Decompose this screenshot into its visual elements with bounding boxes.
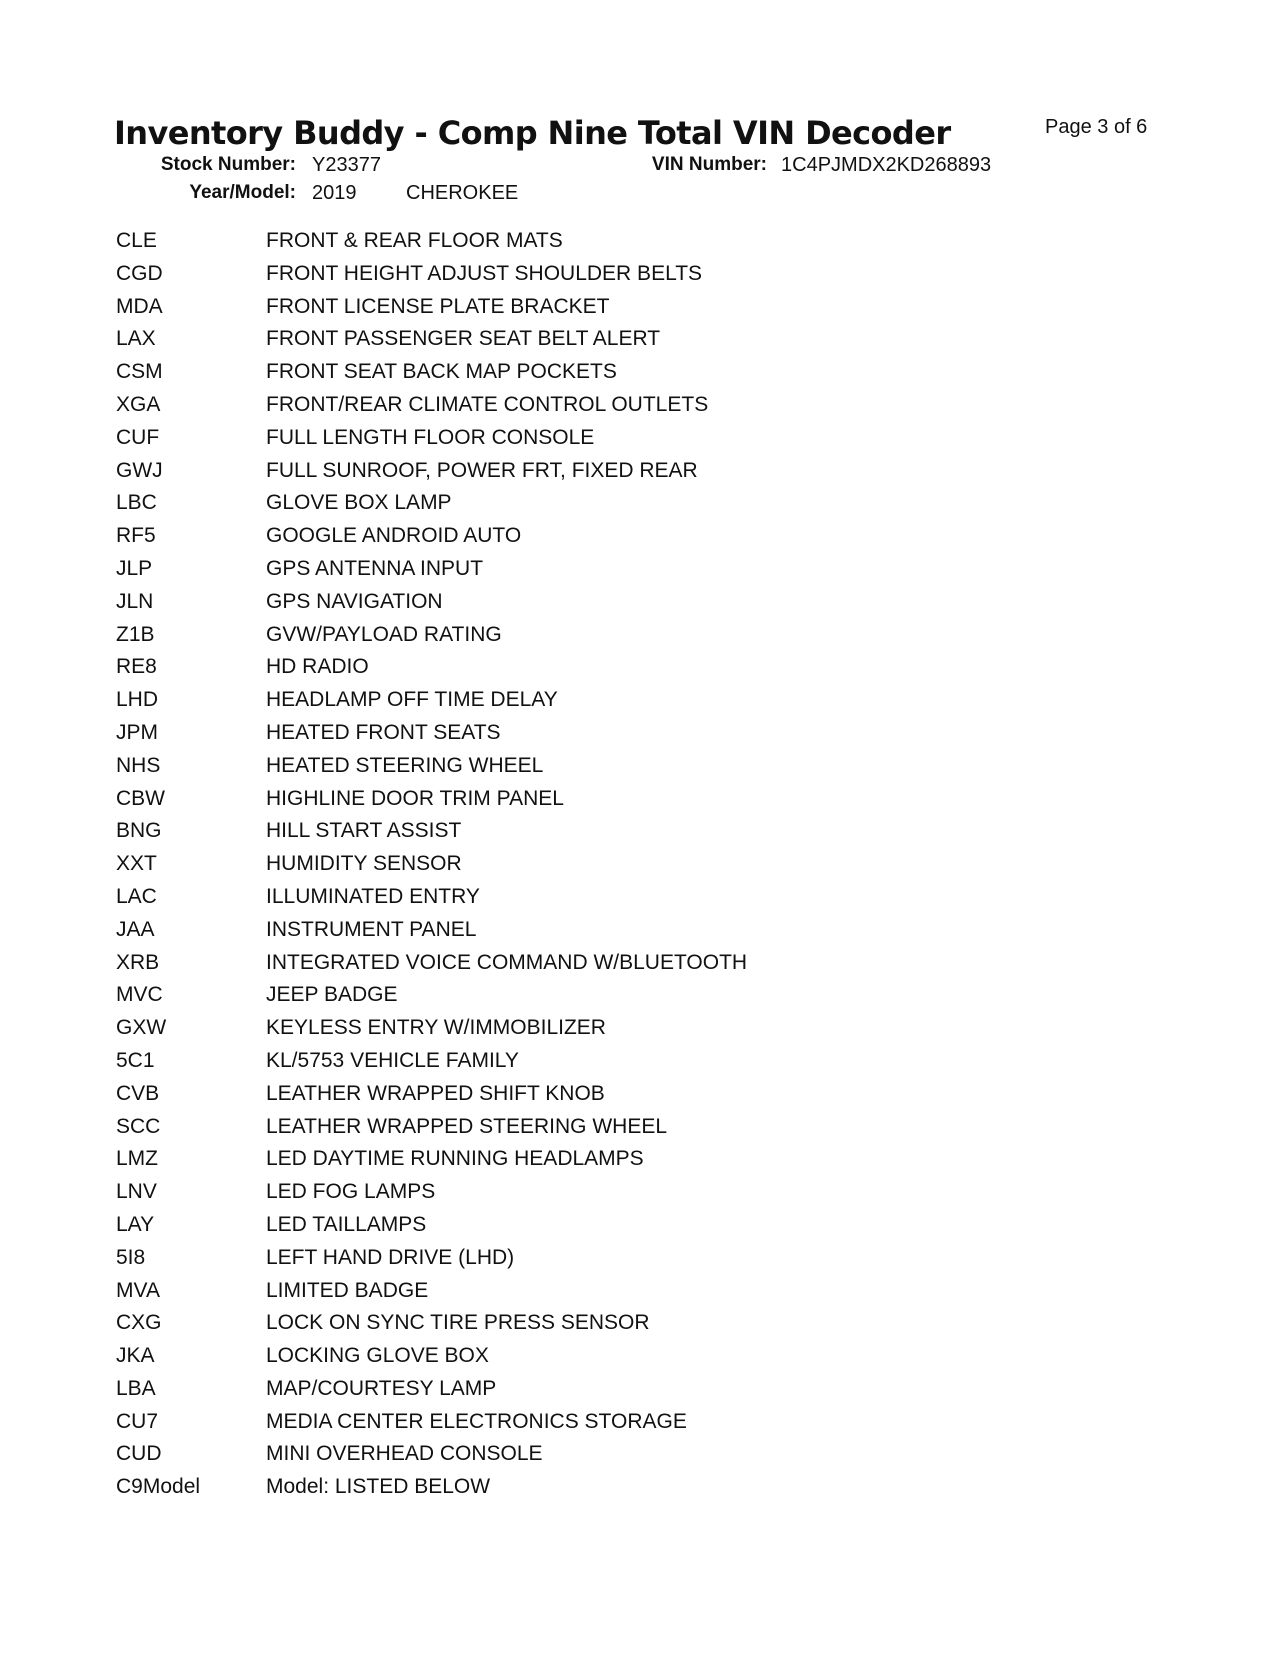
list-item [116,916,1166,949]
option-code: C9Model [116,1475,201,1499]
option-code: CUD [116,1442,162,1466]
option-code: CU7 [116,1409,159,1433]
list-item [116,588,1166,621]
option-description: GPS NAVIGATION [266,589,443,613]
list-item [116,260,1166,293]
option-description: HUMIDITY SENSOR [266,852,462,876]
list-item [116,424,1166,457]
option-code: CBW [116,786,165,810]
option-description: LOCKING GLOVE BOX [266,1344,489,1368]
stock-number-label: Stock Number: [160,154,296,175]
vin-number-value: 1C4PJMDX2KD268893 [781,154,992,176]
option-description: Model: LISTED BELOW [266,1475,491,1499]
option-description: FRONT & REAR FLOOR MATS [266,229,563,252]
option-code: MVC [116,983,163,1007]
list-item [116,1440,1166,1473]
option-code-list [116,227,1166,1506]
option-code: GWJ [116,458,163,482]
option-code: JAA [116,917,155,941]
list-item [116,1014,1166,1047]
option-code: CSM [116,360,163,384]
option-code: BNG [116,819,162,843]
option-description: KEYLESS ENTRY W/IMMOBILIZER [266,1016,606,1040]
list-item [116,1309,1166,1342]
vin-number-label: VIN Number: [651,154,767,175]
year-value: 2019 [312,182,357,204]
option-description: HIGHLINE DOOR TRIM PANEL [266,786,564,810]
option-description: INTEGRATED VOICE COMMAND W/BLUETOOTH [266,950,748,974]
option-description: ILLUMINATED ENTRY [266,884,480,908]
option-code: CLE [116,229,157,252]
option-code: SCC [116,1114,161,1138]
option-code: LAX [116,327,156,351]
option-code: LMZ [116,1147,158,1171]
list-item [116,817,1166,850]
list-item [116,1211,1166,1244]
year-model-label: Year/Model: [189,182,296,203]
model-value: CHEROKEE [406,182,519,204]
option-code: MDA [116,294,163,318]
option-code: JPM [116,720,158,744]
option-description: LED FOG LAMPS [266,1180,436,1204]
option-description: LIMITED BADGE [266,1278,429,1302]
option-description: GVW/PAYLOAD RATING [266,622,502,646]
list-item [116,981,1166,1014]
list-item [116,1178,1166,1211]
list-item [116,752,1166,785]
option-description: LED DAYTIME RUNNING HEADLAMPS [266,1147,644,1171]
option-code: LHD [116,688,159,712]
option-description: FRONT HEIGHT ADJUST SHOULDER BELTS [266,261,703,285]
option-description: GLOVE BOX LAMP [266,491,452,515]
option-description: FRONT/REAR CLIMATE CONTROL OUTLETS [266,392,709,416]
list-item [116,1113,1166,1146]
stock-number-value: Y23377 [312,154,381,176]
list-item [116,325,1166,358]
option-description: JEEP BADGE [266,983,398,1007]
option-description: HEATED FRONT SEATS [266,720,501,744]
option-code: LBC [116,491,157,515]
list-item [116,653,1166,686]
option-description: FRONT PASSENGER SEAT BELT ALERT [266,327,661,351]
option-description: FRONT SEAT BACK MAP POCKETS [266,360,617,384]
option-code: CGD [116,261,163,285]
list-item [116,1342,1166,1375]
option-description: FRONT LICENSE PLATE BRACKET [266,294,610,318]
list-item [116,1244,1166,1277]
option-code: LAY [116,1212,155,1236]
list-item [116,686,1166,719]
option-description: GPS ANTENNA INPUT [266,556,484,580]
option-code: RF5 [116,524,156,548]
option-code: JKA [116,1344,155,1368]
option-code: LBA [116,1376,156,1400]
list-item [116,785,1166,818]
list-item [116,293,1166,326]
option-description: LEATHER WRAPPED STEERING WHEEL [266,1114,668,1138]
list-item [116,358,1166,391]
option-description: HD RADIO [266,655,369,679]
option-code: CUF [116,425,160,449]
option-code: XRB [116,950,160,974]
list-item [116,391,1166,424]
option-code: LAC [116,884,157,908]
list-item [116,227,1166,260]
option-code: MVA [116,1278,160,1302]
option-code: CVB [116,1081,160,1105]
option-description: HEADLAMP OFF TIME DELAY [266,688,558,712]
option-description: HEATED STEERING WHEEL [266,753,544,777]
list-item [116,522,1166,555]
option-description: LEFT HAND DRIVE (LHD) [266,1245,515,1269]
list-item [116,1145,1166,1178]
option-code: JLP [116,556,153,580]
list-item [116,1375,1166,1408]
option-code: NHS [116,753,161,777]
option-code: JLN [116,589,154,613]
list-item [116,719,1166,752]
list-item [116,1047,1166,1080]
option-description: FULL SUNROOF, POWER FRT, FIXED REAR [266,458,698,482]
list-item [116,949,1166,982]
option-code: GXW [116,1016,167,1040]
option-description: LED TAILLAMPS [266,1212,427,1236]
option-description: MINI OVERHEAD CONSOLE [266,1442,543,1466]
list-item [116,1408,1166,1441]
option-description: LEATHER WRAPPED SHIFT KNOB [266,1081,605,1105]
list-item [116,1080,1166,1113]
option-description: MEDIA CENTER ELECTRONICS STORAGE [266,1409,687,1433]
list-item [116,1473,1166,1506]
option-code: Z1B [116,622,155,646]
option-code: XGA [116,392,161,416]
option-description: FULL LENGTH FLOOR CONSOLE [266,425,595,449]
option-code: RE8 [116,655,157,679]
option-description: MAP/COURTESY LAMP [266,1376,497,1400]
option-description: INSTRUMENT PANEL [266,917,477,941]
option-code: 5C1 [116,1048,155,1072]
list-item [116,621,1166,654]
document-title: Inventory Buddy - Comp Nine Total VIN Decoder [114,114,951,152]
option-description: KL/5753 VEHICLE FAMILY [266,1048,519,1072]
list-item [116,489,1166,522]
list-item [116,850,1166,883]
list-item [116,883,1166,916]
option-description: HILL START ASSIST [266,819,462,843]
list-item [116,457,1166,490]
page-number: Page 3 of 6 [1045,116,1148,138]
option-code: LNV [116,1180,157,1204]
option-description: GOOGLE ANDROID AUTO [266,524,522,548]
option-code: 5I8 [116,1245,146,1269]
list-item [116,555,1166,588]
list-item [116,1277,1166,1310]
option-code: CXG [116,1311,162,1335]
option-description: LOCK ON SYNC TIRE PRESS SENSOR [266,1311,650,1335]
option-code: XXT [116,852,157,876]
